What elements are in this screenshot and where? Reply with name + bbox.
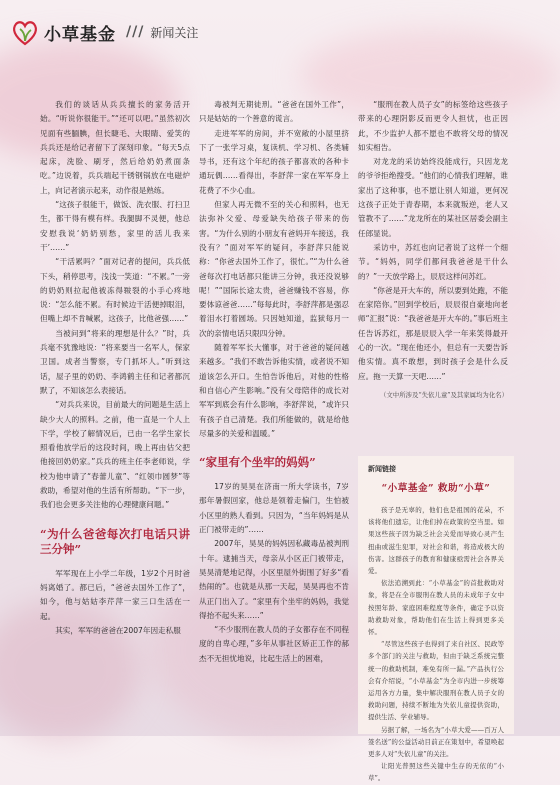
- paragraph: 走进军军的房间，并不宽敞的小屋里挤下了一张学习桌，复读机、学习机、各类辅导书，还有这个年纪的孩子都喜欢的各种卡通玩偶……看得出，李舒萍一家在军军身上花费了不少心血。: [199, 128, 349, 195]
- paragraph: “服刑在教人员子女”的标签给这些孩子带来的心理阴影反而更令人担忧，也正因此，不少监护人都不愿也不敢将父母的情况如实相告。: [358, 100, 508, 152]
- paragraph: 采访中，苏红也向记者说了这样一个细节。“妈妈，同学们都问我爸爸是干什么的？”一天放学路上，辰辰这样问苏红。: [358, 242, 508, 281]
- article-column-2: [199, 98, 349, 666]
- section-heading: “为什么爸爸每次打电话只讲三分钟”: [40, 526, 190, 556]
- sidebar-title: 新闻链接: [368, 464, 396, 473]
- grass-heart-logo-icon: [10, 17, 40, 47]
- paragraph: “对兵兵来说，目前最大的问题是生活上缺少大人的照料。之前，他一直是一个人上下学，学校了解情况后，已由一名学生家长照看他放学后的这段时间，晚上再由估父把他接回奶奶家。”兵兵的班主任李老师说，学校为他申请了“春蕾儿童”、“红领巾圆梦”等救助，希望对他的生活有所帮助。“下一步，我们也会更多关注他的心理健康问题。”: [40, 400, 190, 510]
- name-disclaimer-caption: （文中所涉及“失依儿童”及其家属均为化名）: [380, 390, 508, 399]
- paragraph: “你爸是开大车的，所以要到处跑，不能在家陪你。”回到学校后，辰辰很自豪地向老师“汇报”说：“我爸爸是开大车的。”事后班主任告诉苏红，那是辰辰入学一年来笑得最开心的一次。“现在他还小，但总有一天要告诉他实情。真不敢想，到时孩子会是什么反应。拖一天算一天吧……”: [358, 285, 508, 381]
- header-divider: ///: [126, 24, 145, 40]
- paragraph: 17岁的昊昊在济南一所大学读书，7岁那年暑假回家，他总是领着走偏门，生怕被小区里的熟人看到。只因为，“当年妈妈是从正门被带走的”……: [199, 482, 349, 535]
- article-column-3: [358, 98, 508, 402]
- sidebar-paragraph: 依法追溯到此：“小草基金”的首批救助对象，将是在全市服刑在教人员的未成年子女中按照年龄、家庭困难程度等条件，确定予以资助救助对象，帮助他们在生活上得到更多关怀。: [368, 579, 504, 637]
- paragraph: 但家人再无微不至的关心和照料，也无法弥补父爱、母爱缺失给孩子带来的伤害。“为什么别的小朋友有爸妈开车接送，我没有？”面对军军的疑问，李舒萍只能说称：“你爸去国外工作了，很忙。”“为什么爸爸每次打电话都只能讲三分钟，我还没说够呢！”“国际长途太贵，爸爸赚钱不容易，你要体谅爸爸……”每每此时，李舒萍都是强忍着泪水打着圆场。只因她知道，监狱每月一次的亲情电话只限四分钟。: [199, 200, 349, 338]
- paragraph: “不少服刑在教人员的子女都存在不同程度的自卑心理，”多年从事社区矫正工作的郝杰不无担忧地说，比起生活上的困难，: [199, 625, 349, 663]
- sidebar-paragraph: “尽管这些孩子也得到了来自社区、民政等多个部门的关注与救助，但由于缺乏系统完整统一的救助机制，难免有所一漏。”产品执行公会有介绍说，“小草基金”为全市内进一步统筹运用各方力量，集中解决服刑在教人员子女的救助问题，持续不断地为失依儿童提供资助，提供生活、学业辅导。: [368, 640, 504, 722]
- paragraph: “这孩子很能干，做饭、洗衣服、打扫卫生，都干得有模有样。我腿脚不灵便，他总安慰我说‘奶奶别愁，家里的活儿我来干’……”: [40, 200, 190, 252]
- paragraph: 军军现在上小学二年级，1岁2个月时爸妈离婚了。都已后，“爸爸去国外工作了”，如今，他与姑姑李芹萍一家三口生活在一起。: [40, 568, 190, 621]
- section-heading: “家里有个坐牢的妈妈”: [199, 455, 316, 470]
- article-column-1: [40, 98, 190, 638]
- sidebar-paragraph: 让阳光普照这些关键中生存的无依的“小草”。: [368, 762, 504, 783]
- page-header: [0, 0, 546, 64]
- paragraph: 毒被判无期徒刑。“爸爸在国外工作”，只是姑姑的一个善意的谎言。: [199, 100, 349, 124]
- sidebar-heading: “小草基金” 救助“小草”: [381, 483, 491, 494]
- sidebar-paragraph: 孩子是无辜的，他们也是祖国的花朵，不该将他们遗忘，让他们掉在政策的空当里。如果这些孩子因为缺乏社会关爱而导致心灵产生扭曲或滋生犯罪，对社会和谐，将造成极大的伤害。这群孩子的教育和健康亟需社会各界关爱。: [368, 506, 504, 576]
- paragraph: 其实，军军的爸爸在2007年因走私服: [55, 625, 181, 635]
- news-link-sidebar: [358, 456, 514, 783]
- paragraph: “干活累吗？”面对记者的提问，兵兵低下头，稍停思考，浅浅一笑道：“不累。”一旁的奶奶则拉起他被冻得皲裂的小手心疼地说：“怎么能不累。有时候边干活便掉眼泪，但嘴上却不肯喊累，这孩子，比他爸强……”: [40, 257, 190, 324]
- paragraph: 2007年，昊昊的妈妈因私藏毒品被判刑十年。逮捕当天，母亲从小区正门被带走，昊昊清楚地记得，小区里屋外街围了好多“看热闹的”。也就是从那一天起，昊昊再也不肯从正门出入了。“家里有个坐牢的妈妈，我觉得抬不起头来……”: [199, 539, 349, 620]
- logo-text: 小草基金: [44, 24, 116, 45]
- paragraph: 我们的谈话从兵兵擅长的家务活开始。“听说你很能干。”“还可以吧。”虽然初次见面有些腼腆，但长睫毛、大眼睛、爱笑的兵兵还是给记者留下了深刻印象。“每天5点起床，洗脸、刷牙，然后给奶奶煮面条吃。”边说着，兵兵端起干锈钢锅放在电磁炉上，向记者演示起来，动作很是熟练。: [40, 100, 190, 195]
- sidebar-paragraph: 另据了解，一场名为“小草大爱——百万人签名送”的公益活动目前正在策划中，希望唤起更多人对“失依儿童”的关注。: [368, 725, 504, 759]
- paragraph: 当被问到“将来的理想是什么？”时，兵兵毫不犹豫地说：“将来要当一名军人，保家卫国。成者当警察，专门抓坏人。”听到这话，屋子里的奶奶、李鸿鹤主任和记者都沉默了，不知该怎么表接话。: [40, 328, 190, 395]
- paragraph: 随着军军长大懂事，对于爸爸的疑问越来越多。“我们不敢告诉他实情，或者说不知道该怎么开口。生怕告诉他后，对他的性格和自信心产生影响。”没有父母陪伴的成长对军军到底会有什么影响，李舒萍说，“或许只有孩子自己清楚。我们所能做的，就是给他尽量多的关爱和温暖。”: [199, 343, 349, 438]
- section-title: 新闻关注: [150, 25, 199, 40]
- paragraph: 对龙龙的采访始终没能成行，只因龙龙的爷爷拒绝搜受。“他们的心情我们理解，谁家出了这种事，也不愿让别人知道，更何况这孩子正处于青春期，本来就叛逆，老人又管教不了……”龙龙所在的某社区居委会副主任郎显说。: [358, 157, 508, 238]
